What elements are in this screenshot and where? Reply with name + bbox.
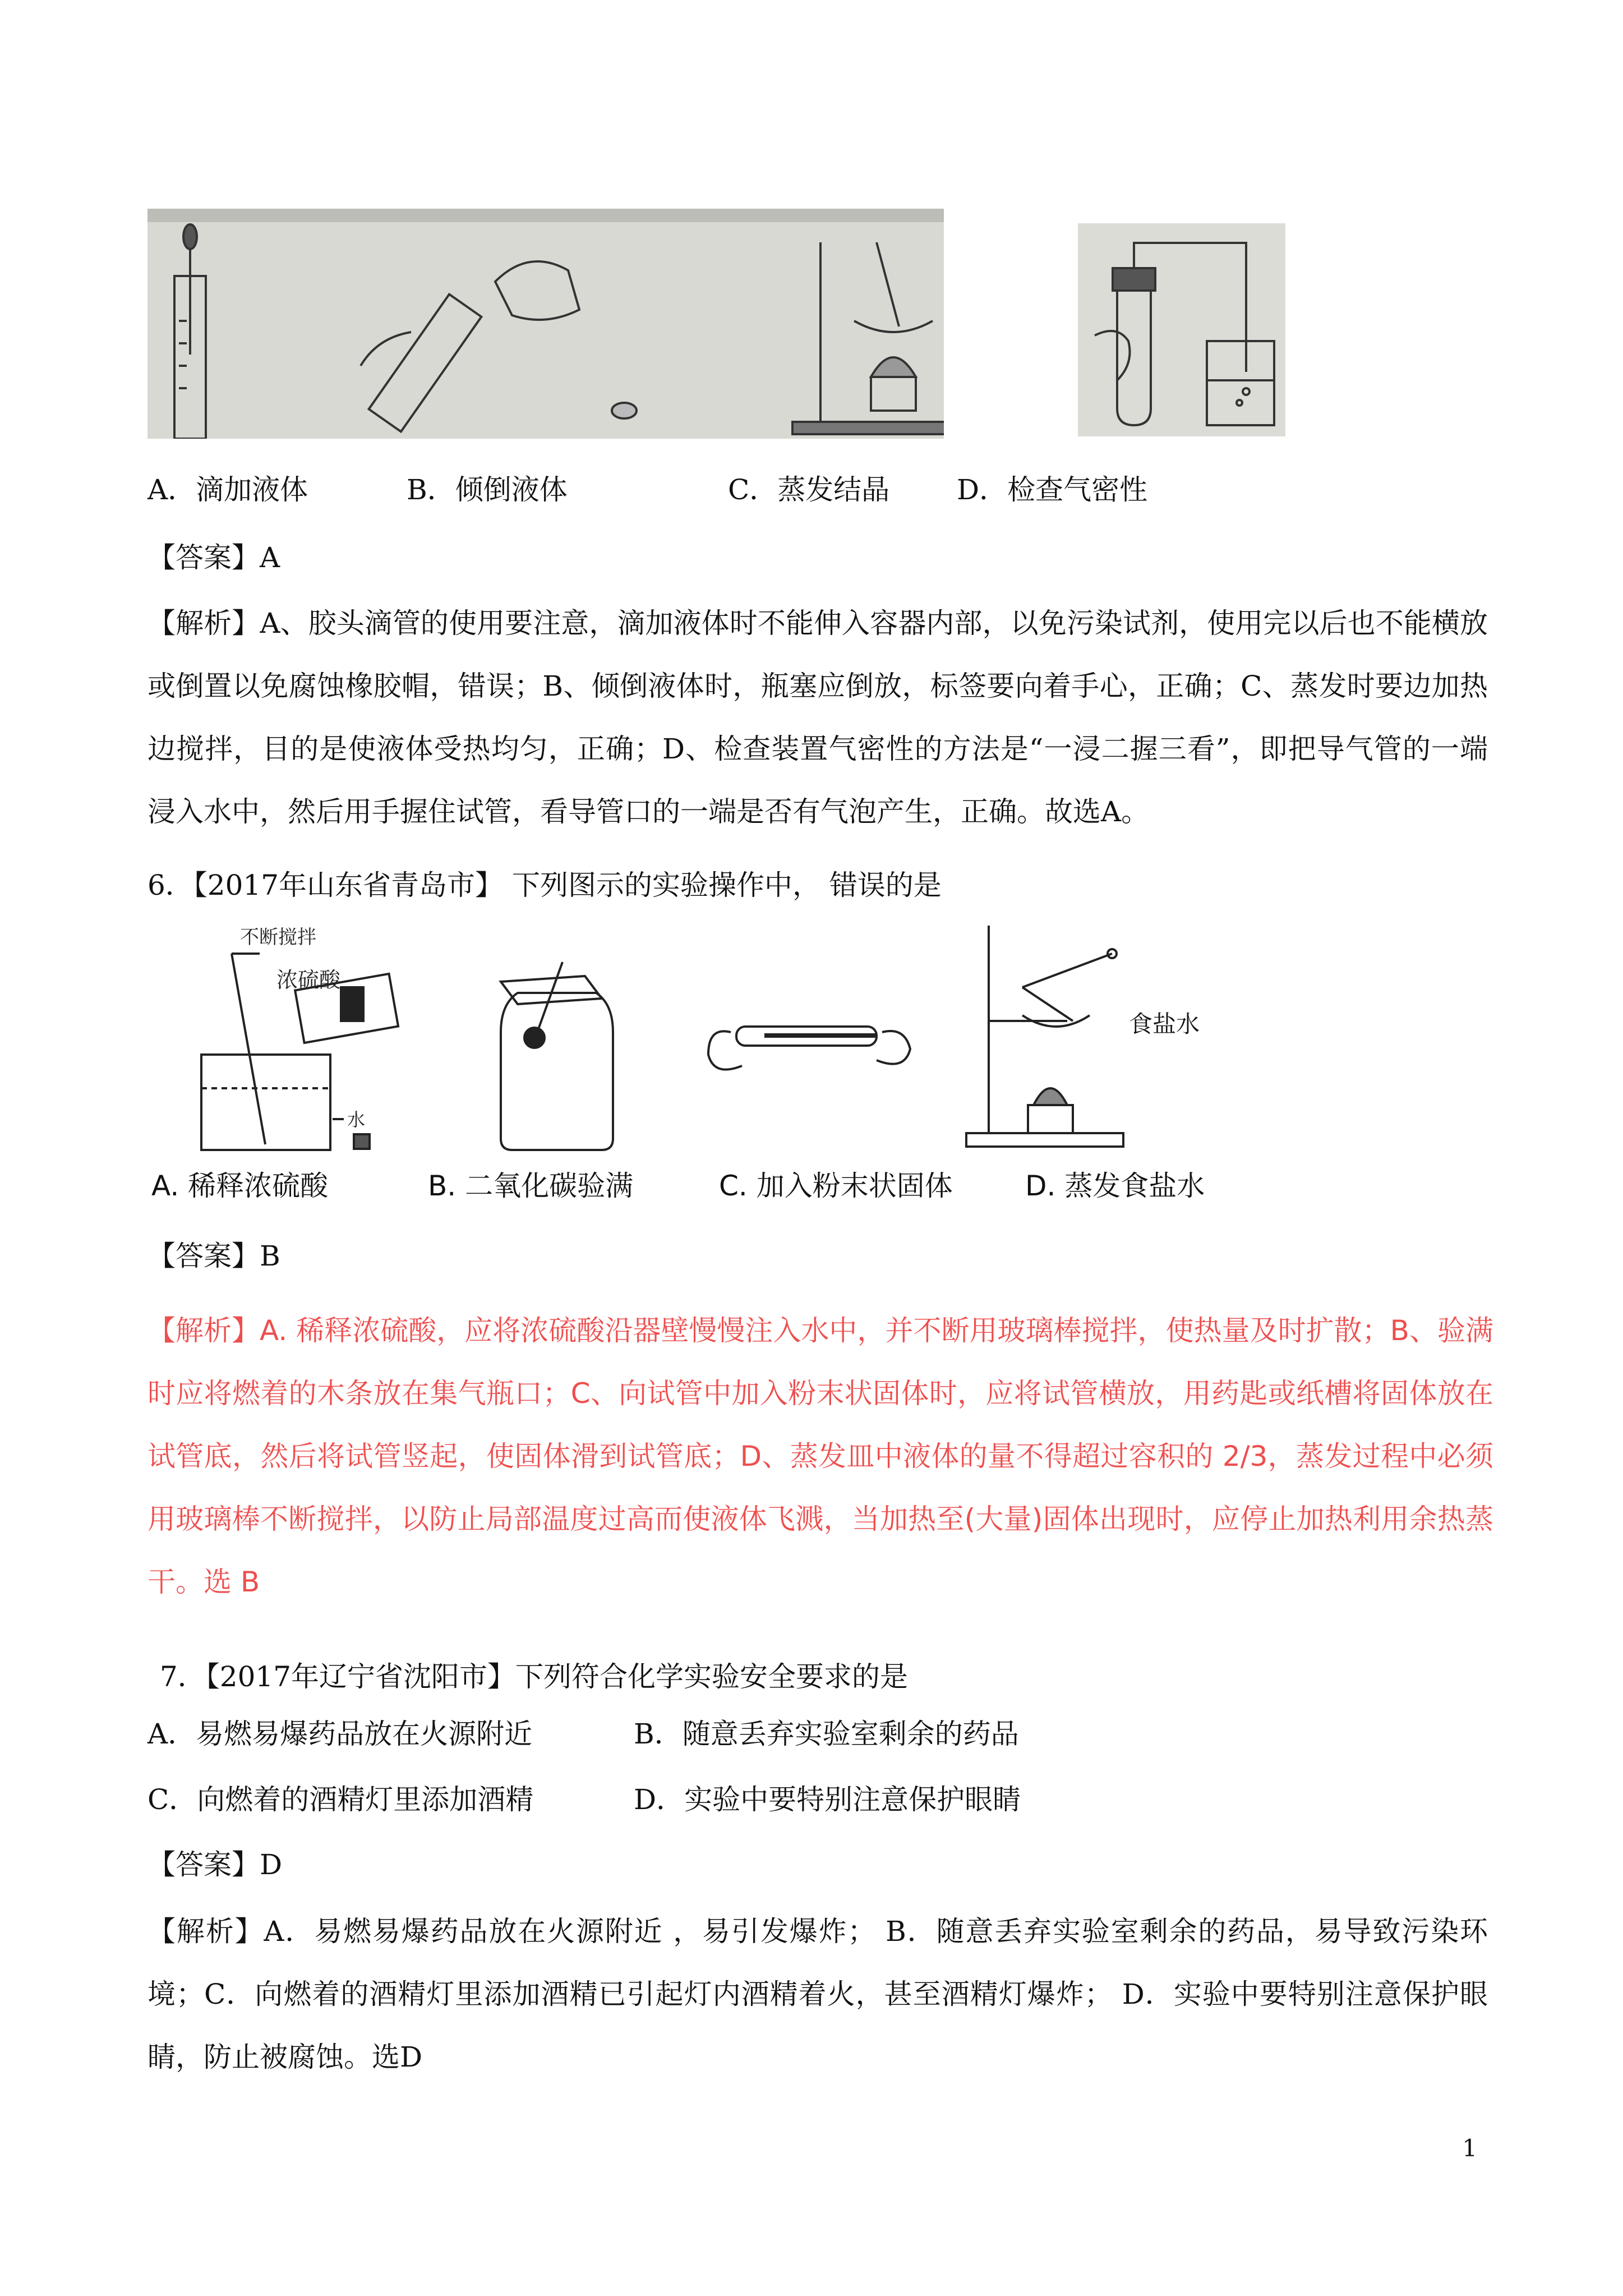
q5-option-b: B．倾倒液体 <box>407 473 568 506</box>
q5-airtightness-figure <box>1078 223 1285 436</box>
q6-answer: 【答案】B <box>147 1240 280 1272</box>
q7-answer: 【答案】D <box>147 1848 283 1881</box>
page-number: 1 <box>1462 2134 1477 2162</box>
q6-option-a: A. 稀释浓硫酸 <box>151 1170 329 1202</box>
q7-option-b: B．随意丢弃实验室剩余的药品 <box>634 1718 1019 1750</box>
label-stir: 不断搅拌 <box>240 926 316 949</box>
label-salt-water: 食盐水 <box>1129 1010 1200 1038</box>
q7-stem: 7．【2017年辽宁省沈阳市】下列符合化学实验安全要求的是 <box>160 1660 909 1693</box>
label-water: 水 <box>347 1109 366 1130</box>
q6-option-b: B. 二氧化碳验满 <box>428 1170 634 1202</box>
q6-option-d: D. 蒸发食盐水 <box>1025 1170 1205 1202</box>
q6-analysis: 【解析】A. 稀释浓硫酸，应将浓硫酸沿器壁慢慢注入水中，并不断用玻璃棒搅拌，使热量及时扩散；B、验满时应将燃着的木条放在集气瓶口；C、向试管中加入粉末状固体时，应将试管横放，用药匙或纸槽将固体放在试管底，然后将试管竖起，使固体滑到试管底；D、蒸发皿中液体的量不得超过容积的 2/3，蒸发过程中必须用玻璃棒不断搅拌，以防止局部温度过高而使液体飞溅，当加热至(大量)固体出现时，应停止加热利用余热蒸干。选 B <box>147 1314 1493 1598</box>
q6-figures <box>147 920 1247 1156</box>
q7-analysis: 【解析】A．易燃易爆药品放在火源附近 ，易引发爆炸； B．随意丢弃实验室剩余的药品，易导致污染环境；C．向燃着的酒精灯里添加酒精已引起灯内酒精着火，甚至酒精灯爆炸； D．实验中要特别注意保护眼睛，防止被腐蚀。选D <box>147 1915 1488 2073</box>
q5-answer: 【答案】A <box>147 541 280 574</box>
q6-option-c: C. 加入粉末状固体 <box>719 1170 953 1202</box>
label-acid: 浓硫酸 <box>276 968 341 992</box>
q7-option-c: C．向燃着的酒精灯里添加酒精 <box>147 1783 534 1816</box>
gas-jar-drawing <box>501 962 613 1150</box>
evaporating-dish-drawing <box>966 926 1123 1147</box>
q5-figure-strip <box>147 209 944 439</box>
q5-analysis: 【解析】A、胶头滴管的使用要注意，滴加液体时不能伸入容器内部，以免污染试剂，使用完以后也不能横放或倒置以免腐蚀橡胶帽，错误；B、倾倒液体时，瓶塞应倒放，标签要向着手心，正确；C、蒸发时要边加热边搅拌，目的是使液体受热均匀，正确；D、检查装置气密性的方法是“一浸二握三看”，即把导气管的一端浸入水中，然后用手握住试管，看导管口的一端是否有气泡产生，正确。故选A。 <box>147 607 1488 828</box>
q6-stem: 6．【2017年山东省青岛市】 下列图示的实验操作中， 错误的是 <box>147 869 942 901</box>
powder-tube-drawing <box>708 1027 910 1070</box>
q7-option-d: D．实验中要特别注意保护眼睛 <box>634 1783 1021 1816</box>
q7-option-a: A．易燃易爆药品放在火源附近 <box>147 1718 533 1750</box>
q5-option-a: A．滴加液体 <box>147 473 308 506</box>
q5-option-d: D．检查气密性 <box>957 473 1148 506</box>
q5-option-c: C．蒸发结晶 <box>728 473 890 506</box>
